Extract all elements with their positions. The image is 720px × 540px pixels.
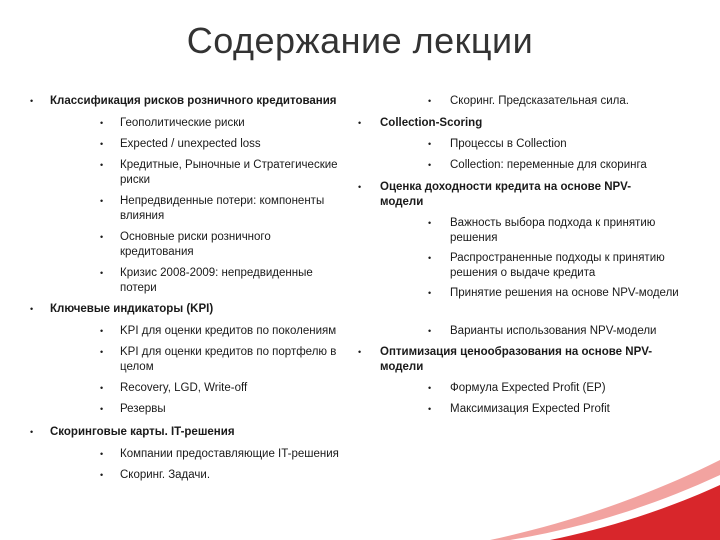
- bullet: •: [100, 268, 104, 278]
- page-title: Содержание лекции: [186, 20, 534, 61]
- bullet: •: [100, 326, 104, 336]
- bullet: •: [428, 383, 432, 393]
- list-item: Компании предоставляющие IT-решения: [120, 448, 339, 460]
- list-item: Скоринг. Предсказательная сила.: [450, 95, 629, 107]
- bullet: •: [100, 449, 104, 459]
- list-item: Скоринг. Задачи.: [120, 469, 211, 481]
- bullet: •: [358, 118, 362, 128]
- bullet: •: [100, 404, 104, 414]
- section-heading-scorecards: Скоринговые карты. IT-решения: [50, 426, 235, 438]
- bullet: •: [428, 253, 432, 263]
- list-item: Распространенные подходы к принятию решения о выдаче кредита: [450, 252, 665, 279]
- list-item: Геополитические риски: [120, 117, 245, 129]
- bullet: •: [428, 326, 432, 336]
- bullet: •: [100, 470, 104, 480]
- section-heading-collection-scoring: Collection-Scoring: [380, 117, 483, 129]
- bullet: •: [428, 96, 432, 106]
- swoosh-main-stroke: [550, 485, 720, 540]
- list-item: Процессы в Collection: [450, 138, 567, 150]
- bullet: •: [30, 304, 34, 314]
- list-item: Recovery, LGD, Write-off: [120, 382, 248, 394]
- bullet: •: [100, 383, 104, 393]
- bullet: •: [358, 182, 362, 192]
- list-item: Варианты использования NPV-модели: [450, 325, 657, 337]
- decorative-swoosh: [490, 430, 720, 540]
- bullet: •: [100, 196, 104, 206]
- list-item: KPI для оценки кредитов по портфелю в целом: [120, 346, 337, 373]
- list-item: Резервы: [120, 403, 166, 415]
- bullet: •: [100, 160, 104, 170]
- bullet: •: [100, 347, 104, 357]
- list-item: Expected / unexpected loss: [120, 138, 261, 150]
- bullet: •: [428, 404, 432, 414]
- bullet: •: [428, 218, 432, 228]
- list-item: Основные риски розничного кредитования: [120, 231, 271, 258]
- bullet: •: [100, 232, 104, 242]
- list-item: Непредвиденные потери: компоненты влияния: [120, 195, 325, 222]
- list-item: Формула Expected Profit (EP): [450, 382, 606, 394]
- bullet: •: [100, 139, 104, 149]
- bullet: •: [428, 288, 432, 298]
- list-item: Важность выбора подхода к принятию решения: [450, 217, 656, 244]
- list-item: Кризис 2008-2009: непредвиденные потери: [120, 267, 313, 294]
- list-item: Кредитные, Рыночные и Стратегические риски: [120, 159, 338, 186]
- bullet: •: [428, 160, 432, 170]
- bullet: •: [100, 118, 104, 128]
- section-heading-npv-model: Оценка доходности кредита на основе NPV-модели: [380, 181, 632, 208]
- list-item: Максимизация Expected Profit: [450, 403, 610, 415]
- section-heading-kpi: Ключевые индикаторы (KPI): [50, 303, 214, 315]
- bullet: •: [428, 139, 432, 149]
- section-heading-risk-classification: Классификация рисков розничного кредитования: [50, 95, 337, 107]
- list-item: Collection: переменные для скоринга: [450, 159, 647, 171]
- bullet: •: [30, 427, 34, 437]
- bullet: •: [358, 347, 362, 357]
- section-heading-pricing: Оптимизация ценообразования на основе NPV-модели: [380, 346, 653, 373]
- list-item: KPI для оценки кредитов по поколениям: [120, 325, 337, 337]
- list-item: Принятие решения на основе NPV-модели: [450, 287, 679, 299]
- bullet: •: [30, 96, 34, 106]
